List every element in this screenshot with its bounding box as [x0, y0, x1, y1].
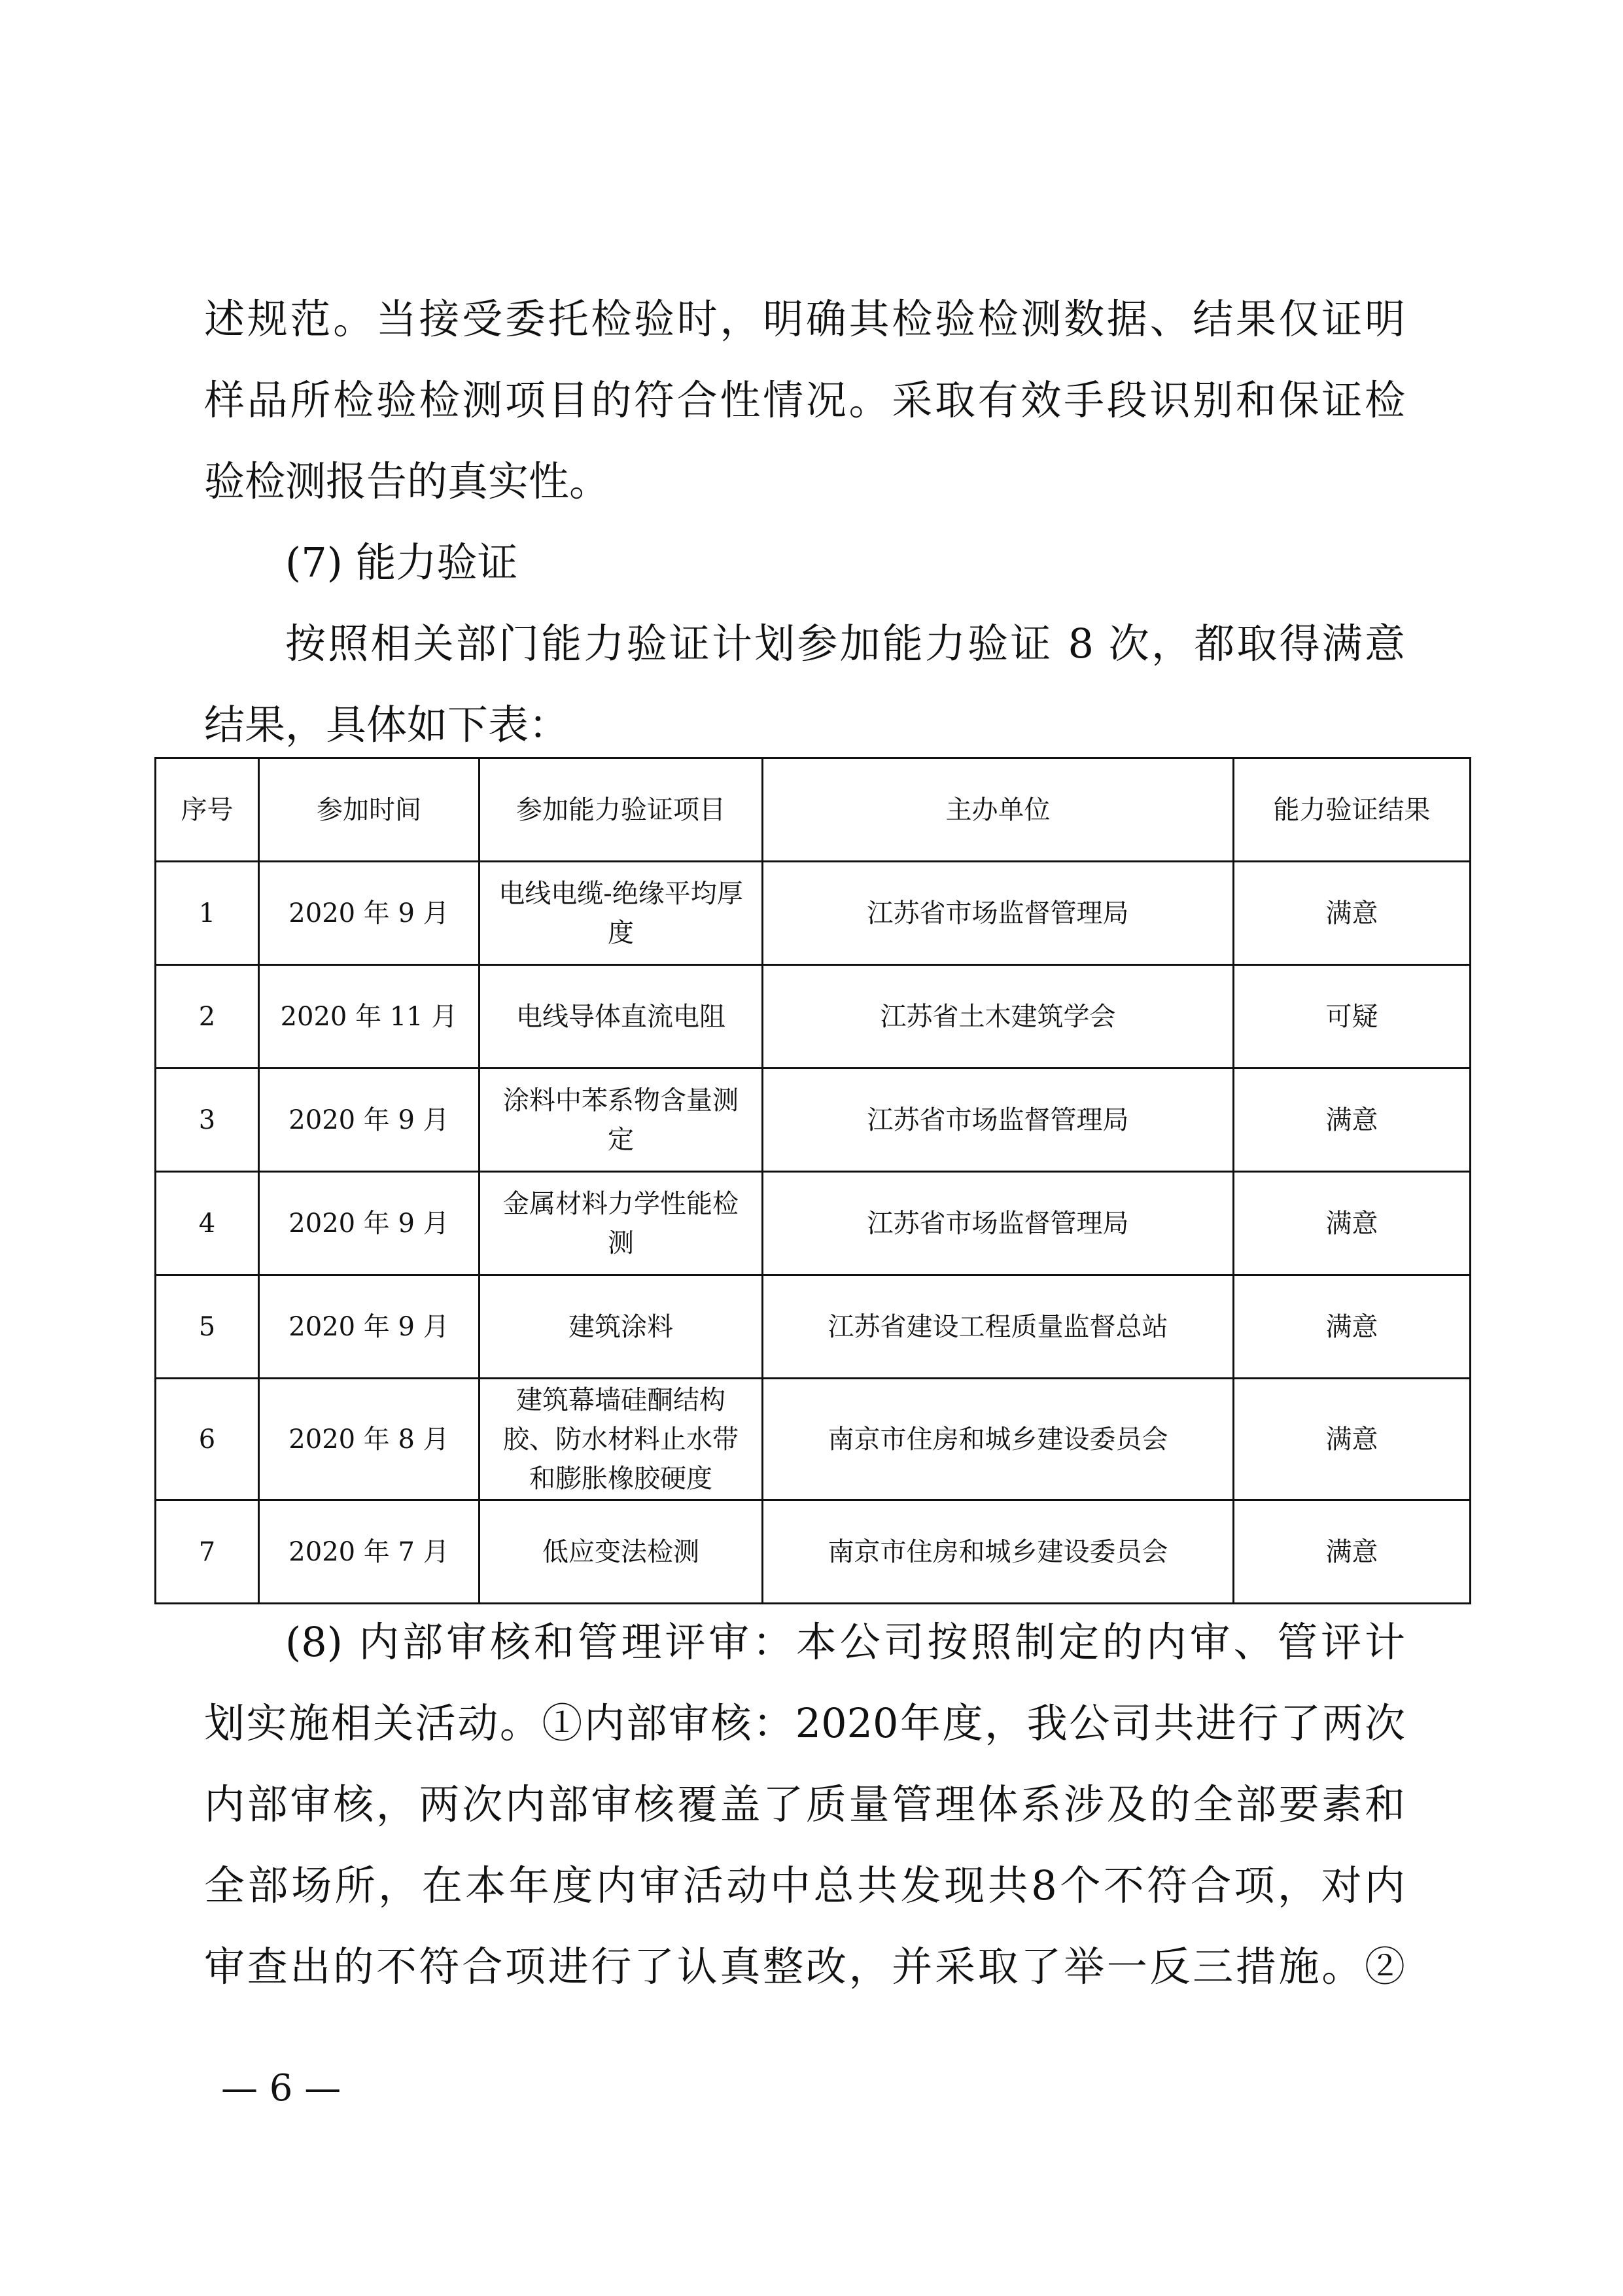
cell-time: 2020 年 7 月	[259, 1500, 480, 1604]
cell-result: 满意	[1234, 1379, 1471, 1500]
cell-host: 江苏省建设工程质量监督总站	[763, 1275, 1234, 1379]
column-header: 能力验证结果	[1234, 758, 1471, 862]
cell-no: 2	[156, 965, 259, 1069]
cell-no: 5	[156, 1275, 259, 1379]
cell-item: 低应变法检测	[480, 1500, 763, 1604]
body-text-line: 样品所检验检测项目的符合性情况。采取有效手段识别和保证检	[204, 376, 1405, 424]
cell-no: 6	[156, 1379, 259, 1500]
cell-item: 建筑涂料	[480, 1275, 763, 1379]
body-text-line: 述规范。当接受委托检验时，明确其检验检测数据、结果仅证明	[204, 295, 1405, 343]
body-text-line: 按照相关部门能力验证计划参加能力验证 8 次，都取得满意	[285, 620, 1405, 667]
body-text-line: (8) 内部审核和管理评审：本公司按照制定的内审、管评计	[285, 1618, 1405, 1666]
cell-host: 江苏省市场监督管理局	[763, 1172, 1234, 1275]
cell-time: 2020 年 9 月	[259, 862, 480, 965]
cell-item: 金属材料力学性能检测	[480, 1172, 763, 1275]
table-row	[156, 965, 1471, 1069]
cell-host: 江苏省土木建筑学会	[763, 965, 1234, 1069]
table-row	[156, 1069, 1471, 1172]
table-row	[156, 862, 1471, 965]
cell-result: 满意	[1234, 1500, 1471, 1604]
column-header: 参加能力验证项目	[480, 758, 763, 862]
table-row	[156, 1500, 1471, 1604]
table-row	[156, 1275, 1471, 1379]
body-text-line: 全部场所，在本年度内审活动中总共发现共8个不符合项，对内	[204, 1862, 1405, 1909]
section-heading: (7) 能力验证	[285, 539, 518, 586]
table-header-row	[156, 758, 1471, 862]
cell-host: 江苏省市场监督管理局	[763, 1069, 1234, 1172]
cell-time: 2020 年 8 月	[259, 1379, 480, 1500]
cell-no: 4	[156, 1172, 259, 1275]
cell-result: 可疑	[1234, 965, 1471, 1069]
cell-time: 2020 年 9 月	[259, 1172, 480, 1275]
body-text-line: 验检测报告的真实性。	[204, 457, 610, 505]
cell-result: 满意	[1234, 1069, 1471, 1172]
cell-host: 江苏省市场监督管理局	[763, 862, 1234, 965]
cell-no: 3	[156, 1069, 259, 1172]
cell-host: 南京市住房和城乡建设委员会	[763, 1500, 1234, 1604]
table-row	[156, 1379, 1471, 1500]
cell-host: 南京市住房和城乡建设委员会	[763, 1379, 1234, 1500]
body-text-line: 结果，具体如下表：	[204, 701, 570, 749]
cell-result: 满意	[1234, 862, 1471, 965]
page-number: — 6 —	[221, 2067, 341, 2110]
cell-time: 2020 年 9 月	[259, 1069, 480, 1172]
cell-result: 满意	[1234, 1275, 1471, 1379]
cell-result: 满意	[1234, 1172, 1471, 1275]
proficiency-results-table	[154, 757, 1471, 1604]
column-header: 参加时间	[259, 758, 480, 862]
column-header: 主办单位	[763, 758, 1234, 862]
cell-time: 2020 年 11 月	[259, 965, 480, 1069]
cell-no: 1	[156, 862, 259, 965]
cell-time: 2020 年 9 月	[259, 1275, 480, 1379]
cell-item: 电线导体直流电阻	[480, 965, 763, 1069]
cell-item: 建筑幕墙硅酮结构胶、防水材料止水带和膨胀橡胶硬度	[480, 1379, 763, 1500]
body-text-line: 内部审核，两次内部审核覆盖了质量管理体系涉及的全部要素和	[204, 1780, 1405, 1828]
cell-item: 电线电缆-绝缘平均厚度	[480, 862, 763, 965]
body-text-line: 划实施相关活动。①内部审核：2020年度，我公司共进行了两次	[204, 1699, 1405, 1747]
cell-item: 涂料中苯系物含量测定	[480, 1069, 763, 1172]
body-text-line: 审查出的不符合项进行了认真整改，并采取了举一反三措施。②	[204, 1943, 1405, 1990]
table-row	[156, 1172, 1471, 1275]
cell-no: 7	[156, 1500, 259, 1604]
column-header: 序号	[156, 758, 259, 862]
